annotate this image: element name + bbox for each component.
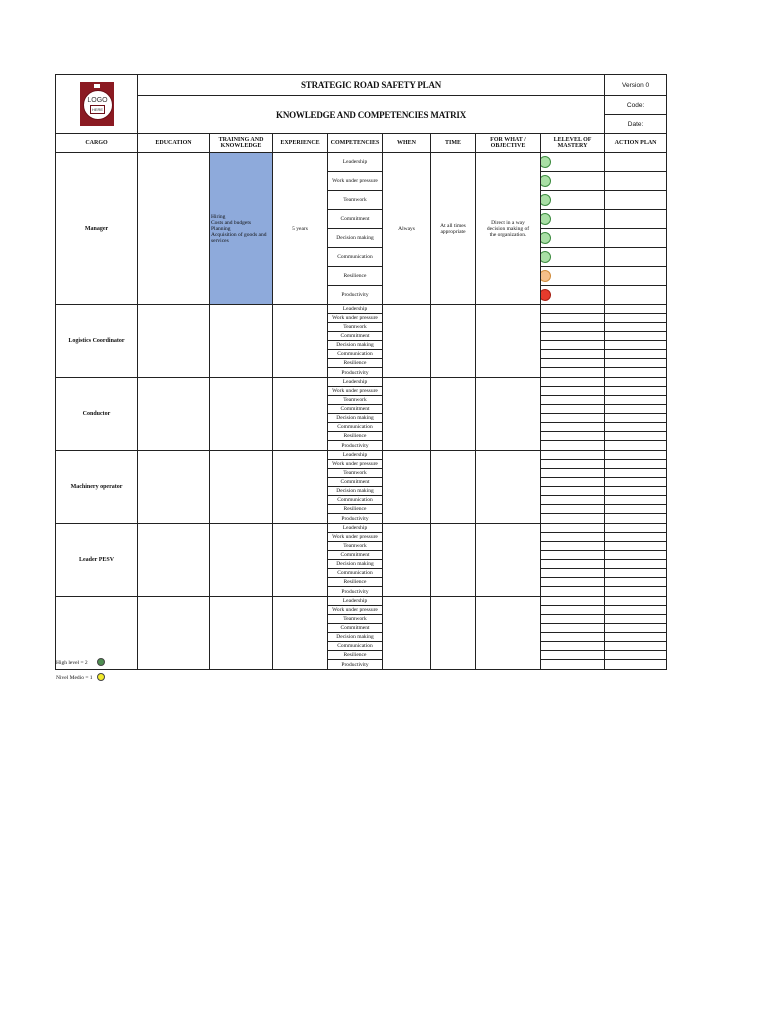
training-cell[interactable] bbox=[210, 451, 273, 524]
competency-cell[interactable]: Productivity bbox=[328, 587, 383, 597]
col-experience[interactable]: EXPERIENCE bbox=[273, 134, 328, 153]
competency-cell[interactable]: Commitment bbox=[328, 478, 383, 487]
education-cell[interactable] bbox=[138, 153, 210, 305]
mastery-cell[interactable] bbox=[541, 396, 605, 405]
action-plan-cell[interactable] bbox=[605, 191, 667, 210]
action-plan-cell[interactable] bbox=[605, 396, 667, 405]
action-plan-cell[interactable] bbox=[605, 405, 667, 414]
col-action-plan[interactable]: ACTION PLAN bbox=[605, 134, 667, 153]
time-cell[interactable]: At all times appropriate bbox=[431, 153, 476, 305]
mastery-level-icon bbox=[541, 289, 552, 301]
mastery-cell[interactable] bbox=[541, 569, 605, 578]
time-cell[interactable] bbox=[431, 524, 476, 597]
table-row bbox=[56, 305, 667, 314]
col-when[interactable]: WHEN bbox=[383, 134, 431, 153]
action-plan-cell[interactable] bbox=[605, 229, 667, 248]
table-row bbox=[56, 153, 667, 172]
competency-cell[interactable]: Commitment bbox=[328, 624, 383, 633]
mastery-cell[interactable] bbox=[541, 153, 605, 172]
action-plan-cell[interactable] bbox=[605, 551, 667, 560]
mastery-cell[interactable] bbox=[541, 191, 605, 210]
col-cargo[interactable]: CARGO bbox=[56, 134, 138, 153]
competency-cell[interactable]: Communication bbox=[328, 350, 383, 359]
competency-cell[interactable]: Decision making bbox=[328, 560, 383, 569]
mastery-cell[interactable] bbox=[541, 441, 605, 451]
mastery-cell[interactable] bbox=[541, 323, 605, 332]
competency-cell[interactable]: Communication bbox=[328, 423, 383, 432]
matrix-subtitle: KNOWLEDGE AND COMPETENCIES MATRIX bbox=[138, 96, 605, 134]
education-cell[interactable] bbox=[138, 451, 210, 524]
action-plan-cell[interactable] bbox=[605, 414, 667, 423]
competency-cell[interactable]: Teamwork bbox=[328, 542, 383, 551]
action-plan-cell[interactable] bbox=[605, 478, 667, 487]
action-plan-cell[interactable] bbox=[605, 514, 667, 524]
action-plan-cell[interactable] bbox=[605, 533, 667, 542]
action-plan-cell[interactable] bbox=[605, 487, 667, 496]
role-cell[interactable] bbox=[56, 597, 138, 670]
mastery-cell[interactable] bbox=[541, 460, 605, 469]
legend-medium-label: Nivel Medio = 1 bbox=[56, 675, 93, 681]
training-cell[interactable] bbox=[210, 597, 273, 670]
mastery-cell[interactable] bbox=[541, 624, 605, 633]
logo-cell bbox=[56, 75, 138, 134]
education-cell[interactable] bbox=[138, 524, 210, 597]
when-cell[interactable] bbox=[383, 597, 431, 670]
competency-cell[interactable]: Decision making bbox=[328, 487, 383, 496]
competency-cell[interactable]: Teamwork bbox=[328, 396, 383, 405]
action-plan-cell[interactable] bbox=[605, 642, 667, 651]
role-cell[interactable]: Leader PESV bbox=[56, 524, 138, 597]
table-row bbox=[56, 451, 667, 460]
action-plan-cell[interactable] bbox=[605, 505, 667, 514]
action-plan-cell[interactable] bbox=[605, 368, 667, 378]
when-cell[interactable] bbox=[383, 305, 431, 378]
education-cell[interactable] bbox=[138, 597, 210, 670]
competency-cell[interactable]: Commitment bbox=[328, 332, 383, 341]
when-cell[interactable]: Always bbox=[383, 153, 431, 305]
objective-cell[interactable]: Direct in a way decision making of the organization. bbox=[476, 153, 541, 305]
action-plan-cell[interactable] bbox=[605, 314, 667, 323]
logo-text: LOGO bbox=[87, 96, 108, 104]
time-cell[interactable] bbox=[431, 305, 476, 378]
competency-cell[interactable]: Resilience bbox=[328, 359, 383, 368]
competency-cell[interactable]: Decision making bbox=[328, 633, 383, 642]
competency-cell[interactable]: Resilience bbox=[328, 651, 383, 660]
mastery-cell[interactable] bbox=[541, 451, 605, 460]
mastery-cell[interactable] bbox=[541, 248, 605, 267]
mastery-cell[interactable] bbox=[541, 267, 605, 286]
competency-cell[interactable]: Communication bbox=[328, 642, 383, 651]
competency-cell[interactable]: Productivity bbox=[328, 368, 383, 378]
time-cell[interactable] bbox=[431, 378, 476, 451]
version-cell[interactable]: Version 0 bbox=[605, 75, 667, 96]
date-cell[interactable]: Date: bbox=[605, 115, 667, 134]
action-plan-cell[interactable] bbox=[605, 660, 667, 670]
mastery-cell[interactable] bbox=[541, 172, 605, 191]
role-cell[interactable]: Conductor bbox=[56, 378, 138, 451]
experience-cell[interactable]: 5 years bbox=[273, 153, 328, 305]
competency-cell[interactable]: Leadership bbox=[328, 451, 383, 460]
when-cell[interactable] bbox=[383, 451, 431, 524]
mastery-level-icon bbox=[541, 270, 552, 282]
mastery-cell[interactable] bbox=[541, 524, 605, 533]
mastery-level-icon bbox=[541, 156, 552, 168]
action-plan-cell[interactable] bbox=[605, 305, 667, 314]
competency-cell[interactable]: Work under pressure bbox=[328, 533, 383, 542]
competency-cell[interactable]: Work under pressure bbox=[328, 172, 383, 191]
table-row bbox=[56, 524, 667, 533]
col-objective[interactable]: FOR WHAT / OBJECTIVE bbox=[476, 134, 541, 153]
col-time[interactable]: TIME bbox=[431, 134, 476, 153]
competency-cell[interactable]: Communication bbox=[328, 248, 383, 267]
objective-cell[interactable] bbox=[476, 378, 541, 451]
table-row bbox=[56, 597, 667, 606]
mastery-cell[interactable] bbox=[541, 615, 605, 624]
competency-cell[interactable]: Commitment bbox=[328, 551, 383, 560]
action-plan-cell[interactable] bbox=[605, 624, 667, 633]
competency-cell[interactable]: Leadership bbox=[328, 305, 383, 314]
col-mastery[interactable]: LELEVEL OF MASTERY bbox=[541, 134, 605, 153]
action-plan-cell[interactable] bbox=[605, 172, 667, 191]
competency-cell[interactable]: Resilience bbox=[328, 267, 383, 286]
action-plan-cell[interactable] bbox=[605, 651, 667, 660]
action-plan-cell[interactable] bbox=[605, 423, 667, 432]
mastery-cell[interactable] bbox=[541, 578, 605, 587]
competency-cell[interactable]: Leadership bbox=[328, 597, 383, 606]
competency-cell[interactable]: Teamwork bbox=[328, 323, 383, 332]
competency-cell[interactable]: Communication bbox=[328, 496, 383, 505]
action-plan-cell[interactable] bbox=[605, 153, 667, 172]
action-plan-cell[interactable] bbox=[605, 286, 667, 305]
mastery-cell[interactable] bbox=[541, 414, 605, 423]
experience-cell[interactable] bbox=[273, 524, 328, 597]
competency-cell[interactable]: Teamwork bbox=[328, 191, 383, 210]
competency-cell[interactable]: Resilience bbox=[328, 505, 383, 514]
mastery-cell[interactable] bbox=[541, 378, 605, 387]
competency-cell[interactable]: Work under pressure bbox=[328, 606, 383, 615]
mastery-cell[interactable] bbox=[541, 314, 605, 323]
mastery-cell[interactable] bbox=[541, 229, 605, 248]
action-plan-cell[interactable] bbox=[605, 332, 667, 341]
objective-cell[interactable] bbox=[476, 524, 541, 597]
competency-cell[interactable]: Commitment bbox=[328, 210, 383, 229]
legend-high bbox=[56, 660, 88, 666]
action-plan-cell[interactable] bbox=[605, 210, 667, 229]
col-competencies[interactable]: COMPETENCIES bbox=[328, 134, 383, 153]
competency-cell[interactable]: Leadership bbox=[328, 378, 383, 387]
competency-cell[interactable]: Productivity bbox=[328, 660, 383, 670]
mastery-level-icon bbox=[541, 251, 552, 263]
action-plan-cell[interactable] bbox=[605, 606, 667, 615]
competency-cell[interactable]: Commitment bbox=[328, 405, 383, 414]
table-row bbox=[56, 378, 667, 387]
competency-cell[interactable]: Decision making bbox=[328, 341, 383, 350]
legend-high-dot-icon bbox=[97, 658, 105, 666]
experience-cell[interactable] bbox=[273, 378, 328, 451]
when-cell[interactable] bbox=[383, 524, 431, 597]
training-cell[interactable] bbox=[210, 378, 273, 451]
competency-cell[interactable]: Work under pressure bbox=[328, 460, 383, 469]
action-plan-cell[interactable] bbox=[605, 560, 667, 569]
time-cell[interactable] bbox=[431, 597, 476, 670]
mastery-cell[interactable] bbox=[541, 560, 605, 569]
mastery-cell[interactable] bbox=[541, 341, 605, 350]
action-plan-cell[interactable] bbox=[605, 323, 667, 332]
mastery-cell[interactable] bbox=[541, 533, 605, 542]
mastery-cell[interactable] bbox=[541, 505, 605, 514]
logo bbox=[80, 82, 114, 126]
mastery-cell[interactable] bbox=[541, 496, 605, 505]
when-cell[interactable] bbox=[383, 378, 431, 451]
competency-cell[interactable]: Productivity bbox=[328, 286, 383, 305]
action-plan-cell[interactable] bbox=[605, 441, 667, 451]
mastery-cell[interactable] bbox=[541, 469, 605, 478]
objective-cell[interactable] bbox=[476, 305, 541, 378]
competency-cell[interactable]: Work under pressure bbox=[328, 387, 383, 396]
competency-cell[interactable]: Productivity bbox=[328, 514, 383, 524]
mastery-cell[interactable] bbox=[541, 210, 605, 229]
mastery-cell[interactable] bbox=[541, 597, 605, 606]
role-cell[interactable]: Machinery operator bbox=[56, 451, 138, 524]
mastery-cell[interactable] bbox=[541, 587, 605, 597]
time-cell[interactable] bbox=[431, 451, 476, 524]
mastery-cell[interactable] bbox=[541, 332, 605, 341]
mastery-cell[interactable] bbox=[541, 368, 605, 378]
mastery-cell[interactable] bbox=[541, 478, 605, 487]
action-plan-cell[interactable] bbox=[605, 350, 667, 359]
action-plan-cell[interactable] bbox=[605, 496, 667, 505]
training-cell[interactable] bbox=[210, 524, 273, 597]
action-plan-cell[interactable] bbox=[605, 633, 667, 642]
plan-title: STRATEGIC ROAD SAFETY PLAN bbox=[138, 75, 605, 96]
action-plan-cell[interactable] bbox=[605, 387, 667, 396]
mastery-cell[interactable] bbox=[541, 487, 605, 496]
legend-high-label: High level = 2 bbox=[56, 660, 88, 666]
competency-cell[interactable]: Decision making bbox=[328, 229, 383, 248]
competency-cell[interactable]: Resilience bbox=[328, 578, 383, 587]
mastery-cell[interactable] bbox=[541, 642, 605, 651]
action-plan-cell[interactable] bbox=[605, 460, 667, 469]
competency-cell[interactable]: Resilience bbox=[328, 432, 383, 441]
competency-matrix bbox=[55, 74, 666, 670]
mastery-cell[interactable] bbox=[541, 405, 605, 414]
column-headers bbox=[56, 134, 667, 153]
action-plan-cell[interactable] bbox=[605, 267, 667, 286]
competency-cell[interactable]: Communication bbox=[328, 569, 383, 578]
mastery-cell[interactable] bbox=[541, 633, 605, 642]
education-cell[interactable] bbox=[138, 305, 210, 378]
mastery-cell[interactable] bbox=[541, 651, 605, 660]
action-plan-cell[interactable] bbox=[605, 451, 667, 460]
education-cell[interactable] bbox=[138, 378, 210, 451]
mastery-cell[interactable] bbox=[541, 423, 605, 432]
mastery-level-icon bbox=[541, 175, 552, 187]
legend-medium-dot-icon bbox=[97, 673, 105, 681]
role-manager[interactable]: Manager bbox=[56, 153, 138, 305]
mastery-level-icon bbox=[541, 194, 552, 206]
training-cell[interactable]: Hiring Costs and budgets Planning Acquisition of goods and services bbox=[210, 153, 273, 305]
action-plan-cell[interactable] bbox=[605, 248, 667, 267]
action-plan-cell[interactable] bbox=[605, 524, 667, 533]
mastery-cell[interactable] bbox=[541, 359, 605, 368]
experience-cell[interactable] bbox=[273, 305, 328, 378]
mastery-cell[interactable] bbox=[541, 387, 605, 396]
code-cell[interactable]: Code: bbox=[605, 96, 667, 115]
objective-cell[interactable] bbox=[476, 451, 541, 524]
competency-cell[interactable]: Productivity bbox=[328, 441, 383, 451]
action-plan-cell[interactable] bbox=[605, 578, 667, 587]
action-plan-cell[interactable] bbox=[605, 378, 667, 387]
mastery-cell[interactable] bbox=[541, 660, 605, 670]
competency-cell[interactable]: Leadership bbox=[328, 524, 383, 533]
action-plan-cell[interactable] bbox=[605, 469, 667, 478]
action-plan-cell[interactable] bbox=[605, 359, 667, 368]
mastery-level-icon bbox=[541, 213, 552, 225]
action-plan-cell[interactable] bbox=[605, 542, 667, 551]
objective-cell[interactable] bbox=[476, 597, 541, 670]
legend-medium bbox=[56, 675, 93, 681]
col-training[interactable]: TRAINING AND KNOWLEDGE bbox=[210, 134, 273, 153]
mastery-cell[interactable] bbox=[541, 350, 605, 359]
experience-cell[interactable] bbox=[273, 597, 328, 670]
mastery-cell[interactable] bbox=[541, 432, 605, 441]
competency-cell[interactable]: Leadership bbox=[328, 153, 383, 172]
competency-cell[interactable]: Work under pressure bbox=[328, 314, 383, 323]
mastery-cell[interactable] bbox=[541, 551, 605, 560]
action-plan-cell[interactable] bbox=[605, 432, 667, 441]
training-cell[interactable] bbox=[210, 305, 273, 378]
action-plan-cell[interactable] bbox=[605, 615, 667, 624]
role-cell[interactable]: Logistics Coordinator bbox=[56, 305, 138, 378]
mastery-cell[interactable] bbox=[541, 286, 605, 305]
logo-subtext: HERE bbox=[91, 106, 104, 112]
competency-cell[interactable]: Decision making bbox=[328, 414, 383, 423]
competency-cell[interactable]: Teamwork bbox=[328, 469, 383, 478]
mastery-cell[interactable] bbox=[541, 606, 605, 615]
mastery-cell[interactable] bbox=[541, 305, 605, 314]
competency-cell[interactable]: Teamwork bbox=[328, 615, 383, 624]
mastery-level-icon bbox=[541, 232, 552, 244]
action-plan-cell[interactable] bbox=[605, 597, 667, 606]
action-plan-cell[interactable] bbox=[605, 587, 667, 597]
col-education[interactable]: EDUCATION bbox=[138, 134, 210, 153]
action-plan-cell[interactable] bbox=[605, 569, 667, 578]
mastery-cell[interactable] bbox=[541, 514, 605, 524]
mastery-cell[interactable] bbox=[541, 542, 605, 551]
experience-cell[interactable] bbox=[273, 451, 328, 524]
action-plan-cell[interactable] bbox=[605, 341, 667, 350]
